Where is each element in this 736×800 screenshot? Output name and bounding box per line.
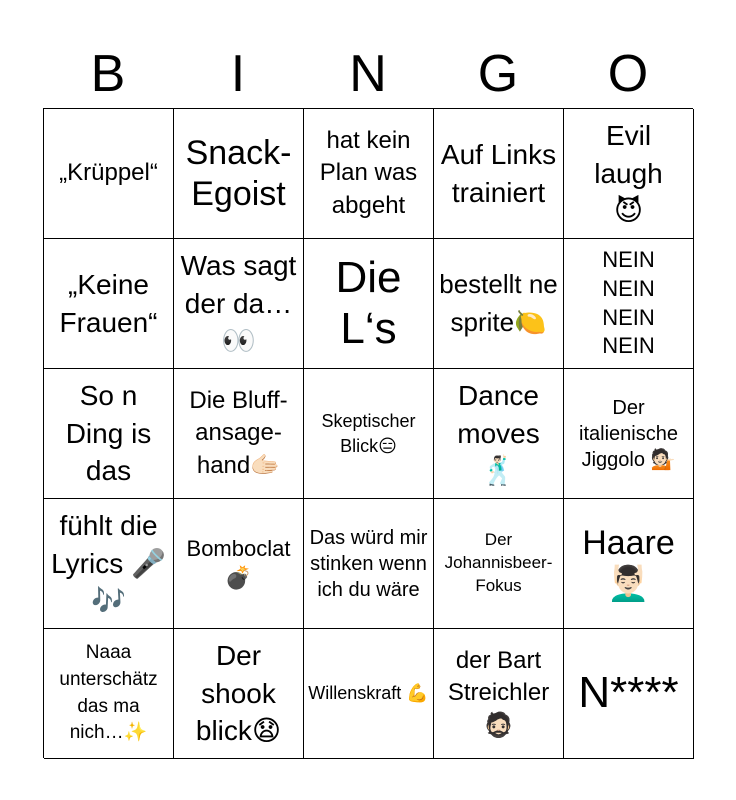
bingo-cell-r4-c3[interactable] <box>304 499 434 629</box>
bingo-cell-r5-c3[interactable] <box>304 629 434 759</box>
cell-text: Skeptischer Blick😑 <box>321 411 416 456</box>
bingo-cell-r2-c5[interactable] <box>564 239 694 369</box>
bingo-header <box>43 40 693 108</box>
bingo-cell-r1-c3[interactable] <box>304 109 434 239</box>
header-letter-o: O <box>607 45 649 103</box>
cell-text: Bomboclat 💣 <box>186 535 291 590</box>
cell-text: „Keine Frauen“ <box>59 268 158 338</box>
header-letter-n: N <box>349 45 387 103</box>
bingo-cell-r3-c4[interactable] <box>434 369 564 499</box>
bingo-cell-r2-c1[interactable] <box>44 239 174 369</box>
bingo-cell-r5-c1[interactable] <box>44 629 174 759</box>
cell-text: NEIN NEIN NEIN NEIN <box>602 247 655 359</box>
bingo-cell-r3-c1[interactable] <box>44 369 174 499</box>
bingo-cell-r2-c3[interactable] <box>304 239 434 369</box>
header-letter-i: I <box>230 45 246 103</box>
cell-text: Naaa unterschätz das ma nich…✨ <box>59 642 158 744</box>
cell-text: Der shook blick😧 <box>195 639 282 747</box>
header-letter-b: B <box>90 45 126 103</box>
bingo-cell-r1-c1[interactable] <box>44 109 174 239</box>
cell-text: Willenskraft 💪 <box>308 683 429 704</box>
cell-text: Der Johannisbeer-Fokus <box>444 530 553 595</box>
cell-text: Snack-Egoist <box>185 133 292 213</box>
bingo-cell-r4-c1[interactable] <box>44 499 174 629</box>
bingo-cell-r1-c4[interactable] <box>434 109 564 239</box>
bingo-cell-r4-c5[interactable] <box>564 499 694 629</box>
cell-text: bestellt ne sprite🍋 <box>439 268 558 337</box>
header-letter-g: G <box>477 45 519 103</box>
cell-text: Der italienische Jiggolo 💁🏻 <box>579 396 678 471</box>
cell-text: fühlt die Lyrics 🎤🎶 <box>51 509 166 617</box>
cell-text: Was sagt der da…👀 <box>180 249 297 357</box>
cell-text: Auf Links trainiert <box>440 138 557 208</box>
bingo-cell-r4-c4[interactable] <box>434 499 564 629</box>
bingo-cell-r2-c2[interactable] <box>174 239 304 369</box>
cell-text: der Bart Streichler 🧔🏻 <box>447 646 550 739</box>
cell-text: Das würd mir stinken wenn ich du wäre <box>309 526 428 601</box>
bingo-cell-r2-c4[interactable] <box>434 239 564 369</box>
bingo-cell-r1-c5[interactable] <box>564 109 694 239</box>
bingo-cell-r5-c4[interactable] <box>434 629 564 759</box>
cell-text: Evil laugh 😈 <box>594 119 663 227</box>
cell-text: „Krüppel“ <box>59 159 158 187</box>
cell-text: hat kein Plan was abgeht <box>319 126 418 219</box>
cell-text: Dance moves 🕺🏻 <box>457 379 540 487</box>
bingo-cell-r3-c3[interactable] <box>304 369 434 499</box>
bingo-cell-r3-c5[interactable] <box>564 369 694 499</box>
cell-text: Die Bluff-ansage-hand🫱🏻 <box>189 386 288 479</box>
bingo-cell-r3-c2[interactable] <box>174 369 304 499</box>
cell-text: Die L‘s <box>335 252 402 353</box>
bingo-cell-r4-c2[interactable] <box>174 499 304 629</box>
cell-text: N**** <box>578 668 679 718</box>
bingo-cell-r5-c2[interactable] <box>174 629 304 759</box>
cell-text: Haare 💆🏻‍♂️ <box>582 523 675 603</box>
cell-text: So n Ding is das <box>65 379 152 487</box>
bingo-board <box>43 108 693 758</box>
bingo-cell-r5-c5[interactable] <box>564 629 694 759</box>
bingo-cell-r1-c2[interactable] <box>174 109 304 239</box>
